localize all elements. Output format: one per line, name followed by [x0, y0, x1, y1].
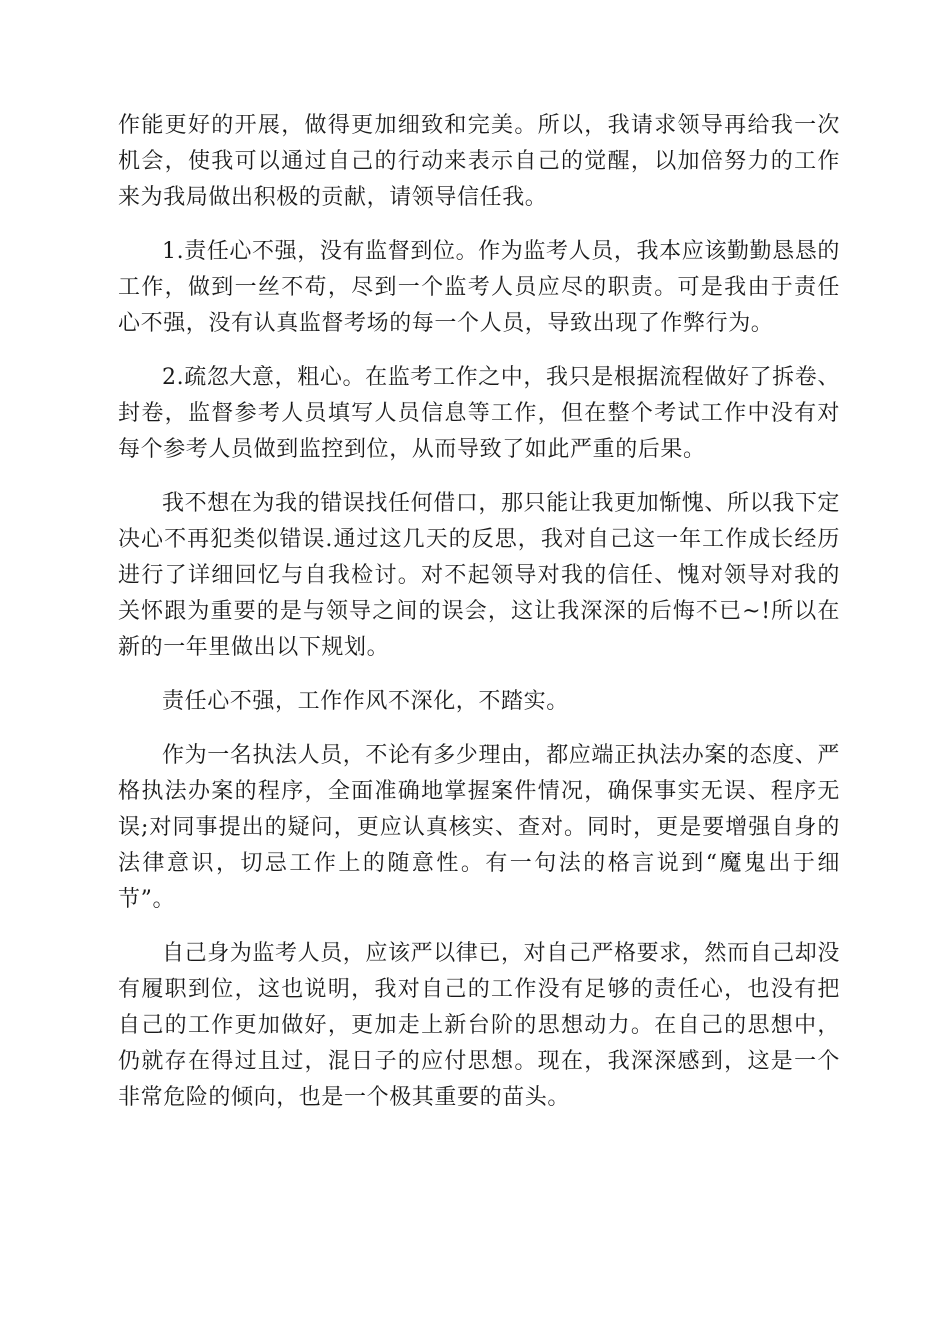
- paragraph-reflection: 我不想在为我的错误找任何借口，那只能让我更加惭愧、所以我下定决心不再犯类似错误.通过这几天的反思，我对自己这一年工作成长经历进行了详细回忆与自我检讨。对不起领导对我的信任、愧对领导对我的关怀跟为重要的是与领导之间的误会，这让我深深的后悔不已~!所以在新的一年里做出以下规划。: [118, 491, 841, 660]
- paragraph-self-criticism: 自己身为监考人员，应该严以律已，对自己严格要求，然而自己却没有履职到位，这也说明，我对自己的工作没有足够的责任心，也没有把自己的工作更加做好，更加走上新台阶的思想动力。在自己的思想中，仍就存在得过且过，混日子的应付思想。现在，我深深感到，这是一个非常危险的倾向，也是一个极其重要的苗头。: [118, 941, 841, 1110]
- paragraph-law-enforcement: 作为一名执法人员，不论有多少理由，都应端正执法办案的态度、严格执法办案的程序，全面准确地掌握案件情况，确保事实无误、程序无误;对同事提出的疑问，更应认真核实、查对。同时，更是要增强自身的法律意识，切忌工作上的随意性。有一句法的格言说到“魔鬼出于细节”。: [118, 743, 841, 912]
- paragraph-continuation: 作能更好的开展，做得更加细致和完美。所以，我请求领导再给我一次机会，使我可以通过自己的行动来表示自己的觉醒，以加倍努力的工作来为我局做出积极的贡献，请领导信任我。: [118, 113, 840, 210]
- document-body: [118, 108, 840, 1134]
- paragraph-summary-line: 责任心不强，工作作风不深化，不踏实。: [162, 689, 569, 714]
- paragraph-point-2: 2.疏忽大意，粗心。在监考工作之中，我只是根据流程做好了拆卷、封卷，监督参考人员填写人员信息等工作，但在整个考试工作中没有对每个参考人员做到监控到位，从而导致了如此严重的后果。: [118, 365, 840, 462]
- paragraph-point-1: 1.责任心不强，没有监督到位。作为监考人员，我本应该勤勤恳恳的工作，做到一丝不苟，尽到一个监考人员应尽的职责。可是我由于责任心不强，没有认真监督考场的每一个人员，导致出现了作弊行为。: [118, 239, 840, 336]
